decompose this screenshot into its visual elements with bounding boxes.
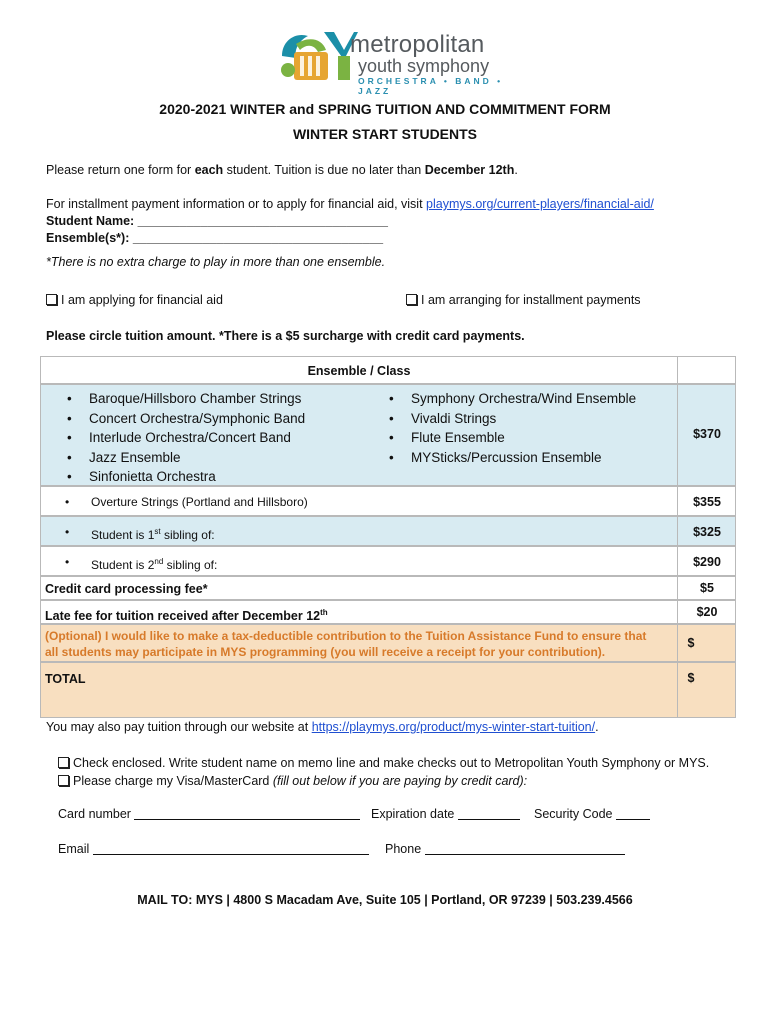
price-sibling1[interactable]: $325 (693, 525, 721, 539)
mys-emblem-icon (278, 26, 358, 88)
price-sibling2[interactable]: $290 (693, 555, 721, 569)
financial-aid-option[interactable]: I am applying for financial aid (46, 292, 223, 308)
table-row-overture (40, 486, 736, 516)
donation-amount-field[interactable]: $ (687, 636, 695, 650)
list-item: • Interlude Orchestra/Concert Band (67, 428, 305, 448)
list-item: • Concert Orchestra/Symphonic Band (67, 409, 305, 429)
list-item: • Sinfonietta Orchestra (67, 467, 305, 487)
table-header-row (40, 356, 736, 384)
table-row-sibling2 (40, 546, 736, 576)
installment-info: For installment payment information or to apply for financial aid, visit playmys.org/current-players/financial-aid/ (46, 197, 654, 211)
right-ensemble-list (389, 389, 636, 467)
left-ensemble-list (67, 389, 305, 487)
price-cc-fee[interactable]: $5 (700, 581, 714, 595)
overture-label: • Overture Strings (Portland and Hillsboro) (91, 494, 308, 510)
check-enclosed-option[interactable]: Check enclosed. Write student name on memo line and make checks out to Metropolitan Youth Symphony or MYS. (58, 755, 709, 771)
financial-aid-checkbox[interactable] (46, 294, 57, 305)
mailing-address: MAIL TO: MYS | 4800 S Macadam Ave, Suite 105 | Portland, OR 97239 | 503.239.4566 (137, 893, 633, 907)
optional-line2: all students may participate in MYS programming (you will receive a receipt for your contribution). (45, 645, 606, 659)
sibling1-label: • Student is 1st sibling of: (91, 524, 215, 543)
form-title: 2020-2021 WINTER and SPRING TUITION AND COMMITMENT FORM (159, 101, 611, 117)
list-item: • Baroque/Hillsboro Chamber Strings (67, 389, 305, 409)
website-payment-note: You may also pay tuition through our website at https://playmys.org/product/mys-winter-start-tuition/. (46, 720, 599, 734)
table-row-main-ensembles (40, 384, 736, 486)
total-amount-field[interactable]: $ (687, 671, 695, 685)
logo-line2: youth symphony (358, 56, 490, 76)
installment-checkbox[interactable] (406, 294, 417, 305)
table-row-late-fee (40, 600, 736, 624)
mys-logo (278, 26, 508, 96)
extra-charge-note: *There is no extra charge to play in more than one ensemble. (46, 255, 386, 269)
expiration-date-field[interactable]: Expiration date (371, 806, 520, 822)
card-number-field[interactable]: Card number (58, 806, 360, 822)
price-late-fee[interactable]: $20 (696, 605, 718, 619)
list-item: • Jazz Ensemble (67, 448, 305, 468)
optional-line1: (Optional) I would like to make a tax-deductible contribution to the Tuition Assistance Fund to ensure that (45, 629, 647, 643)
financial-aid-link[interactable]: playmys.org/current-players/financial-aid/ (426, 197, 654, 211)
logo-line3: ORCHESTRA • BAND • JAZZ (358, 76, 504, 96)
circle-tuition-note: Please circle tuition amount. *There is a $5 surcharge with credit card payments. (46, 329, 525, 343)
table-row-total (40, 662, 736, 718)
list-item: • Flute Ensemble (389, 428, 636, 448)
table-row-sibling1 (40, 516, 736, 546)
cc-fee-label: Credit card processing fee* (45, 582, 208, 596)
total-label: TOTAL (45, 672, 86, 686)
tuition-table (40, 356, 736, 718)
late-fee-label: Late fee for tuition received after December 12th (45, 608, 328, 624)
table-header: Ensemble / Class (40, 356, 678, 384)
check-enclosed-checkbox[interactable] (58, 757, 69, 768)
price-main[interactable]: $370 (693, 427, 721, 441)
credit-card-option[interactable]: Please charge my Visa/MasterCard (fill out below if you are paying by credit card): (58, 773, 527, 789)
return-instructions: Please return one form for each student. Tuition is due no later than December 12th. (46, 163, 518, 177)
phone-field[interactable]: Phone (385, 841, 625, 857)
ensembles-field[interactable]: Ensemble(s*): ____________________________________ (46, 231, 384, 245)
credit-card-checkbox[interactable] (58, 775, 69, 786)
logo-line1: metropolitan (350, 31, 485, 58)
table-row-optional-donation (40, 624, 736, 662)
student-name-field[interactable]: Student Name: ____________________________________ (46, 214, 388, 228)
list-item: • Vivaldi Strings (389, 409, 636, 429)
list-item: • MYSticks/Percussion Ensemble (389, 448, 636, 468)
form-subtitle: WINTER START STUDENTS (292, 126, 478, 142)
price-overture[interactable]: $355 (693, 495, 721, 509)
security-code-field[interactable]: Security Code (534, 806, 650, 822)
table-row-cc-fee (40, 576, 736, 600)
tuition-payment-link[interactable]: https://playmys.org/product/mys-winter-start-tuition/ (311, 720, 596, 734)
email-field[interactable]: Email (58, 841, 369, 857)
installment-option[interactable]: I am arranging for installment payments (406, 292, 641, 308)
sibling2-label: • Student is 2nd sibling of: (91, 554, 217, 573)
list-item: • Symphony Orchestra/Wind Ensemble (389, 389, 636, 409)
